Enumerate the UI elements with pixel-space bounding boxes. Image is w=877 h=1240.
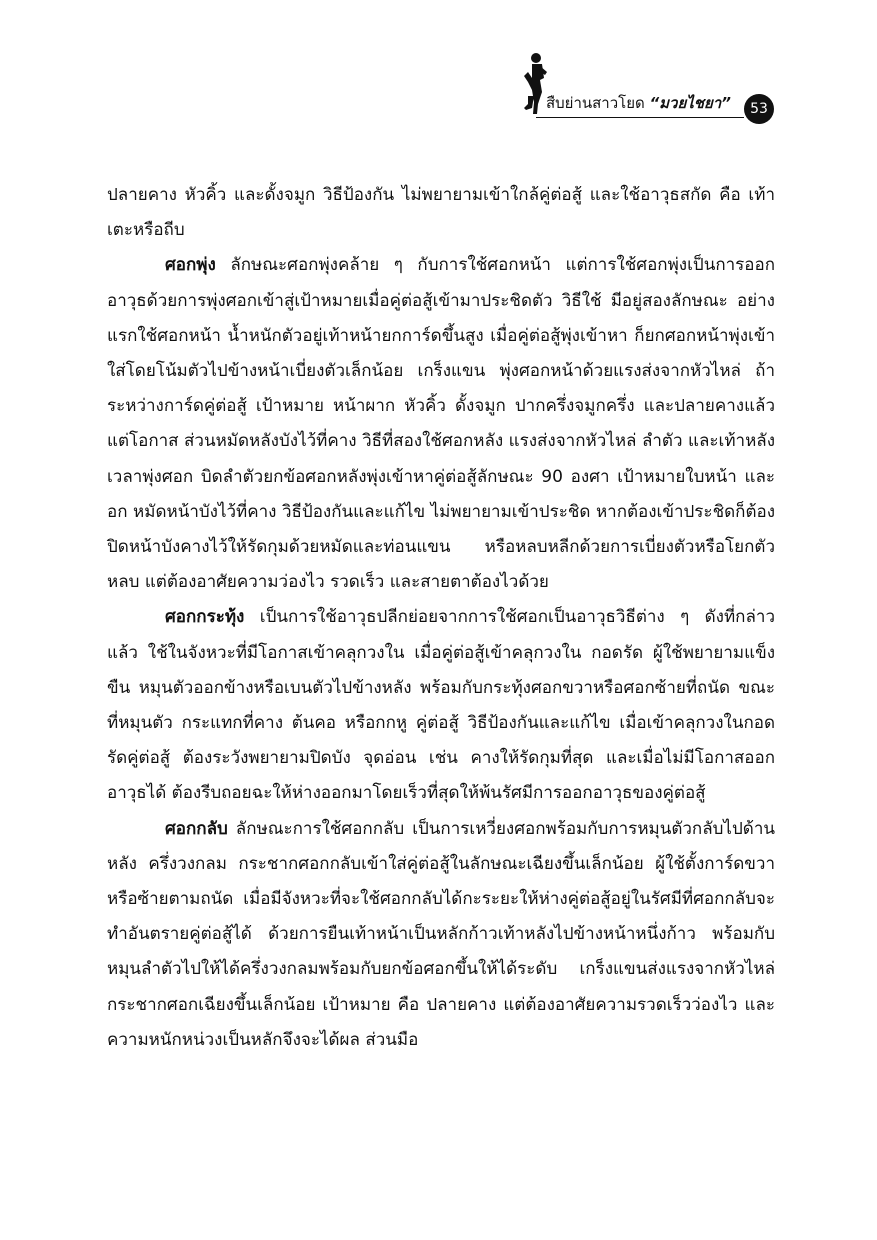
paragraph-sok-klap bbox=[107, 812, 775, 1058]
header-title-emphasis: “มวยไชยา” bbox=[649, 94, 731, 112]
header-title bbox=[546, 94, 731, 112]
running-header bbox=[518, 52, 768, 124]
body-text bbox=[107, 178, 775, 1058]
paragraph-text: เป็นการใช้อาวุธปลีกย่อยจากการใช้ศอกเป็นอาวุธวิธีต่าง ๆ ดังที่กล่าวแล้ว ใช้ในจังหวะที่มีโอกาสเข้าคลุกวงใน เมื่อคู่ต่อสู้เข้าคลุกวงใน กอดรัด ผู้ใช้พยายามแข็งขืน หมุนตัวออกข้างหรือเบนตัวไปข้างหลัง พร้อมกับกระทุ้งศอกขวาหรือศอกซ้ายที่ถนัด ขณะที่หมุนตัว กระแทกที่คาง ต้นคอ หรือกกหู คู่ต่อสู้ วิธีป้องกันและแก้ไข เมื่อเข้าคลุกวงในกอดรัดคู่ต่อสู้ ต้องระวังพยายามปิดบัง จุดอ่อน เช่น คางให้รัดกุมที่สุด และเมื่อไม่มีโอกาสออกอาวุธได้ ต้องรีบถอยฉะให้ห่างออกมาโดยเร็วที่สุดให้พ้นรัศมีการออกอาวุธของคู่ต่อสู้ bbox=[107, 607, 775, 804]
header-rule bbox=[536, 117, 744, 118]
paragraph-continuation bbox=[107, 178, 775, 248]
header-title-plain: สืบย่านสาวโยด bbox=[546, 94, 650, 112]
paragraph-text: ปลายคาง หัวคิ้ว และดั้งจมูก วิธีป้องกัน ไม่พยายามเข้าใกล้คู่ต่อสู้ และใช้อาวุธสกัด คือ เท้า เตะหรือถีบ bbox=[107, 185, 775, 241]
term-heading: ศอกพุ่ง bbox=[165, 255, 216, 276]
page-number-badge: 53 bbox=[744, 94, 774, 124]
paragraph-sok-phung bbox=[107, 248, 775, 600]
term-heading: ศอกกลับ bbox=[165, 818, 228, 839]
paragraph-text: ลักษณะการใช้ศอกกลับ เป็นการเหวี่ยงศอกพร้อมกับการหมุนตัวกลับไปด้านหลัง ครึ่งวงกลม กระชากศอกกลับเข้าใส่คู่ต่อสู้ในลักษณะเฉียงขึ้นเล็กน้อย ผู้ใช้ตั้งการ์ดขวาหรือซ้ายตามถนัด เมื่อมีจังหวะที่จะใช้ศอกกลับได้กะระยะให้ห่างคู่ต่อสู้อยู่ในรัศมีที่ศอกกลับจะทำอันตรายคู่ต่อสู้ได้ ด้วยการยืนเท้าหน้าเป็นหลักก้าวเท้าหลังไปข้างหน้าหนึ่งก้าว พร้อมกับหมุนลำตัวไปให้ได้ครึ่งวงกลมพร้อมกับยกข้อศอกขึ้นให้ได้ระดับ เกร็งแขนส่งแรงจากหัวไหล่กระชากศอกเฉียงขึ้นเล็กน้อย เป้าหมาย คือ ปลายคาง แต่ต้องอาศัยความรวดเร็วว่องไว และความหนักหน่วงเป็นหลักจึงจะได้ผล ส่วนมือ bbox=[107, 818, 775, 1050]
paragraph-sok-krathung bbox=[107, 600, 775, 811]
paragraph-text: ลักษณะศอกพุ่งคล้าย ๆ กับการใช้ศอกหน้า แต่การใช้ศอกพุ่งเป็นการออกอาวุธด้วยการพุ่งศอกเข้าสู่เป้าหมายเมื่อคู่ต่อสู้เข้ามาประชิดตัว วิธีใช้ มีอยู่สองลักษณะ อย่างแรกใช้ศอกหน้า น้ำหนักตัวอยู่เท้าหน้ายกการ์ดขึ้นสูง เมื่อคู่ต่อสู้พุ่งเข้าหา ก็ยกศอกหน้าพุ่งเข้าใส่โดยโน้มตัวไปข้างหน้าเบี่ยงตัวเล็กน้อย เกร็งแขน พุ่งศอกหน้าด้วยแรงส่งจากหัวไหล่ ถ้าระหว่างการ์ดคู่ต่อสู้ เป้าหมาย หน้าผาก หัวคิ้ว ดั้งจมูก ปากครึ่งจมูกครึ่ง และปลายคางแล้วแต่โอกาส ส่วนหมัดหลังบังไว้ที่คาง วิธีที่สองใช้ศอกหลัง แรงส่งจากหัวไหล่ ลำตัว และเท้าหลัง เวลาพุ่งศอก บิดลำตัวยกข้อศอกหลังพุ่งเข้าหาคู่ต่อสู้ลักษณะ 90 องศา เป้าหมายใบหน้า และอก หมัดหน้าบังไว้ที่คาง วิธีป้องกันและแก้ไข ไม่พยายามเข้าประชิด หากต้องเข้าประชิดก็ต้องปิดหน้าบังคางไว้ให้รัดกุมด้วยหมัดและท่อนแขน หรือหลบหลีกด้วยการเบี่ยงตัวหรือโยกตัวหลบ แต่ต้องอาศัยความว่องไว รวดเร็ว และสายตาต้องไวด้วย bbox=[107, 255, 775, 593]
term-heading: ศอกกระทุ้ง bbox=[165, 607, 245, 628]
